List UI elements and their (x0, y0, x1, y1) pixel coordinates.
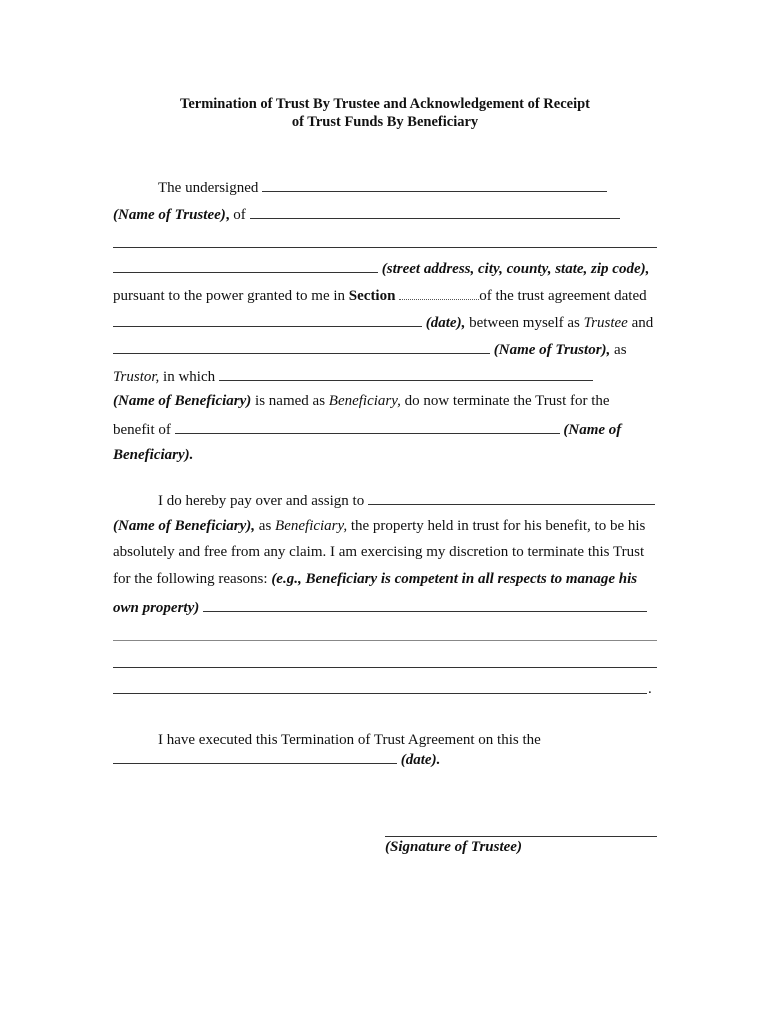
text: do now terminate the Trust for the (400, 393, 610, 409)
paragraph-2-line-5 (113, 597, 647, 617)
text: of (229, 207, 250, 223)
paragraph-1-line-7 (113, 339, 627, 359)
address-blank-1[interactable] (250, 204, 620, 219)
address-blank-3[interactable] (113, 258, 378, 273)
paragraph-3-line-1: I have executed this Termination of Trust Agreement on this the (158, 732, 541, 748)
text: The undersigned (158, 180, 263, 196)
signature-label: (Signature of Trustee) (385, 839, 522, 855)
paragraph-1-line-5 (113, 285, 647, 305)
text: and (627, 315, 654, 331)
text: Section (348, 288, 396, 304)
text: as (610, 342, 627, 358)
execution-date-blank[interactable] (113, 749, 397, 764)
text: , (225, 207, 230, 223)
paragraph-3-line-2 (113, 749, 440, 769)
paragraph-1-line-4 (113, 258, 649, 278)
reasons-blank-2[interactable] (113, 640, 657, 641)
text: between myself as (465, 315, 584, 331)
text: benefit of (113, 422, 175, 438)
date-blank[interactable] (113, 312, 422, 327)
text: Beneficiary, (275, 518, 348, 534)
label-beneficiary: Beneficiary). (113, 447, 194, 463)
label-example: (e.g., Beneficiary is competent in all respects to manage his (271, 571, 638, 587)
paragraph-2-line-4 (113, 570, 637, 588)
text: of the trust agreement dated (479, 288, 647, 304)
text: Beneficiary, (328, 393, 401, 409)
paragraph-1-line-10 (113, 419, 621, 439)
label-date: (date). (397, 752, 441, 768)
label-date: (date), (422, 315, 466, 331)
label-name-of-beneficiary: (Name of Beneficiary), (113, 518, 256, 534)
assign-beneficiary-blank[interactable] (368, 490, 655, 505)
reasons-blank-1[interactable] (203, 597, 647, 612)
trustee-name-blank[interactable] (262, 177, 607, 192)
signature-line[interactable] (385, 836, 657, 837)
label-name-of-trustor: (Name of Trustor), (490, 342, 611, 358)
label-own-property: own property) (113, 600, 203, 616)
address-blank-2[interactable] (113, 247, 657, 248)
reasons-blank-4[interactable] (113, 693, 647, 694)
text: Trustee (583, 315, 628, 331)
text: the property held in trust for his benefit, to be his (347, 518, 646, 534)
text: for the following reasons: (113, 571, 272, 587)
period: . (648, 681, 652, 697)
paragraph-2-line-1 (158, 490, 655, 510)
paragraph-1-line-9 (113, 392, 610, 410)
text: I do hereby pay over and assign to (158, 493, 368, 509)
paragraph-1-line-11 (113, 446, 193, 464)
benefit-beneficiary-blank[interactable] (175, 419, 560, 434)
document-title-line-2: of Trust Funds By Beneficiary (291, 114, 479, 130)
beneficiary-name-blank[interactable] (219, 366, 593, 381)
text: is named as (251, 393, 329, 409)
label-name-of-trustee: (Name of Trustee) (113, 207, 226, 223)
text: in which (159, 369, 219, 385)
document-title-line-1: Termination of Trust By Trustee and Acknowledgement of Receipt (179, 96, 591, 112)
paragraph-1-line-6 (113, 312, 653, 332)
label-name-of-beneficiary: (Name of Beneficiary) (113, 393, 252, 409)
text: pursuant to the power granted to me in (113, 288, 349, 304)
trustor-name-blank[interactable] (113, 339, 490, 354)
text: as (255, 518, 276, 534)
text: Trustor, (113, 369, 160, 385)
paragraph-1-line-8 (113, 366, 593, 386)
paragraph-2-line-3: absolutely and free from any claim. I am exercising my discretion to terminate this Trust (113, 544, 645, 560)
label-address: (street address, city, county, state, zip code), (378, 261, 650, 277)
paragraph-1-line-2 (113, 204, 620, 224)
reasons-blank-3[interactable] (113, 667, 657, 668)
label-name-of: (Name of (559, 422, 622, 438)
paragraph-1-line-1 (158, 177, 607, 197)
paragraph-2-line-2 (113, 517, 645, 535)
section-blank[interactable] (399, 285, 479, 300)
